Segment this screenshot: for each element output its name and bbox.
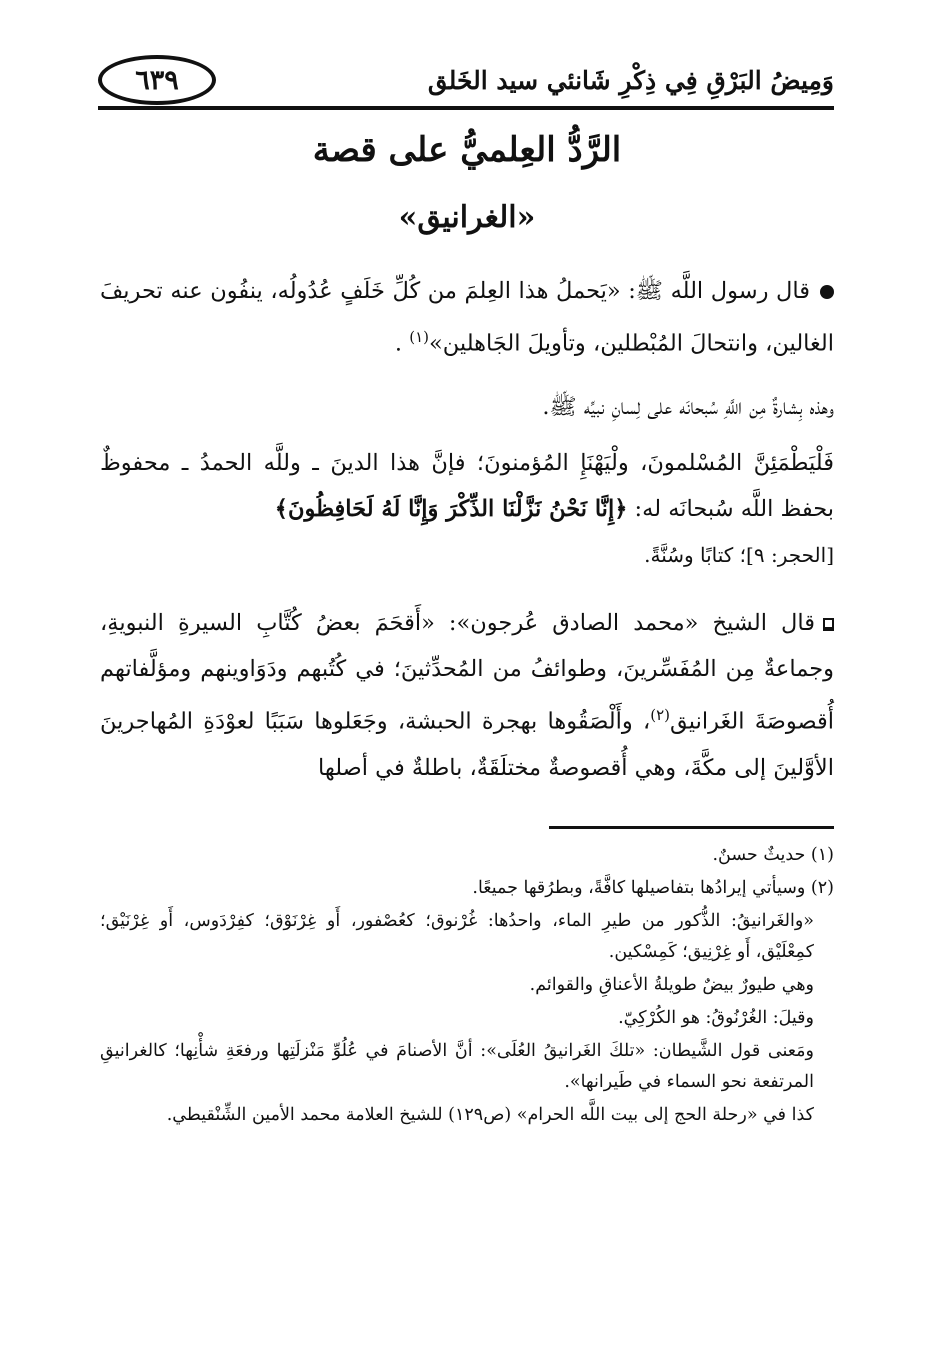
page-header bbox=[98, 52, 834, 112]
verse-citation: [الحجر: ٩]؛ كتابًا وسُنَّةً. bbox=[644, 543, 834, 567]
hadith-text: قال رسول اللَّه ﷺ: «يَحملُ هذا العِلمَ من كُلِّ خَلَفٍ عُدُولُه، ينفُون عنه تحريفَ الغالين، وانتحالَ المُبْطلين، وتأويلَ الجَاهلين» bbox=[100, 278, 834, 357]
footnote-2-alt-meaning: وقيلَ: الغُرْنُوقُ: هو الكُرْكِيّ. bbox=[618, 1008, 814, 1028]
quote-text: قال الشيخ «محمد الصادق عُرجون»: «أَقحَمَ بعضُ كُتَّابِ السيرةِ النبويةِ، وجماعةٌ مِن المُفَسِّرينَ، وطوائفُ من المُحدِّثينَ؛ في كُتُبهم ودَوَاوينهم ومؤلَّفاتهم أُقصوصَةَ الغَرانيق bbox=[100, 610, 835, 735]
footnote-1: (١) حديثٌ حسنٌ. bbox=[712, 845, 834, 865]
footnote-ref-1[interactable]: (١) bbox=[409, 328, 430, 346]
bullet-icon bbox=[820, 285, 834, 299]
section-subtitle: «الغرانيق» bbox=[398, 200, 536, 235]
page-number: ٦٣٩ bbox=[98, 55, 216, 105]
quote-text-continued: ، وأَلْصَقُوها بهجرة الحبشة، وجَعَلوها سَبَبًا لعوْدَةِ المُهاجرينَ الأوَّلينَ إلى مكَّةَ، وهي أُقصوصةٌ مختلَقَةٌ، باطلةٌ في أصلها bbox=[100, 708, 834, 781]
footnote-2-quote: «والغَرانيقُ: الذُّكور من طيرِ الماء، واحدُها: غُرْنوق؛ كعُصْفور، أَو غِرْنَوْق؛ كفِرْدَوس، أَو غِرْنَيْق؛ كمِعْلَيْق، أَو غِرْنِيق؛ كَمِسْكين. bbox=[100, 911, 814, 962]
header-rule bbox=[98, 106, 834, 110]
paragraph-quote bbox=[100, 600, 834, 791]
running-title: وَمِيضُ البَرْقِ فِي ذِكْرِ شَانئي سيد الخَلق bbox=[427, 66, 834, 95]
quran-verse: ﴿إِنَّا نَحْنُ نَزَّلْنَا الذِّكْرَ وَإِنَّا لَهُ لَحَافِظُونَ﴾ bbox=[274, 496, 628, 522]
footnote-ref-2[interactable]: (٢) bbox=[650, 706, 671, 724]
paragraph-hadith bbox=[100, 268, 834, 367]
section-title: الرَّدُّ العِلميُّ على قصة bbox=[312, 130, 622, 170]
footnote-separator bbox=[549, 826, 834, 829]
quote-marker-icon bbox=[823, 618, 834, 631]
paragraph-glad-tidings bbox=[100, 384, 834, 430]
paragraph-preservation bbox=[100, 440, 834, 578]
footnote-2-meaning: ومَعنى قول الشَّيطان: «تلكَ الغَرانيقُ العُلَى»: أنَّ الأصنامَ في عُلُوِّ مَنْزلَتِها ورفعَةِ شأْنِها؛ كالغرانيقِ المرتفعة نحو السماء في طَيرانها». bbox=[100, 1041, 814, 1092]
glad-tidings-text: وهذه بِشارةٌ مِن اللَّهِ سُبحانَه على لِسانِ نبيِّه ﷺ. bbox=[542, 394, 834, 420]
preservation-text: فَلْيَطْمَئِنَّ المُسْلمونَ، ولْيَهْنَإِ المُؤمنونَ؛ فإنَّ هذا الدينَ ـ وللَّه الحمدُ ـ محفوظٌ بحفظ اللَّه سُبحانَه له: bbox=[100, 450, 834, 522]
footnote-2: (٢) وسيأتي إيرادُها بتفاصيلها كافَّةً، وبطرُقها جميعًا. bbox=[472, 878, 834, 898]
footnote-2-source: كذا في «رحلة الحج إلى بيت اللَّه الحرام» (ص١٢٩) للشيخ العلامة محمد الأمين الشِّنْقيطي. bbox=[166, 1105, 814, 1125]
footnotes bbox=[100, 840, 834, 1133]
footnote-2-description: وهي طيورٌ بيضٌ طويلةُ الأعناقِ والقوائم. bbox=[529, 975, 814, 995]
hadith-end: . bbox=[394, 330, 403, 357]
